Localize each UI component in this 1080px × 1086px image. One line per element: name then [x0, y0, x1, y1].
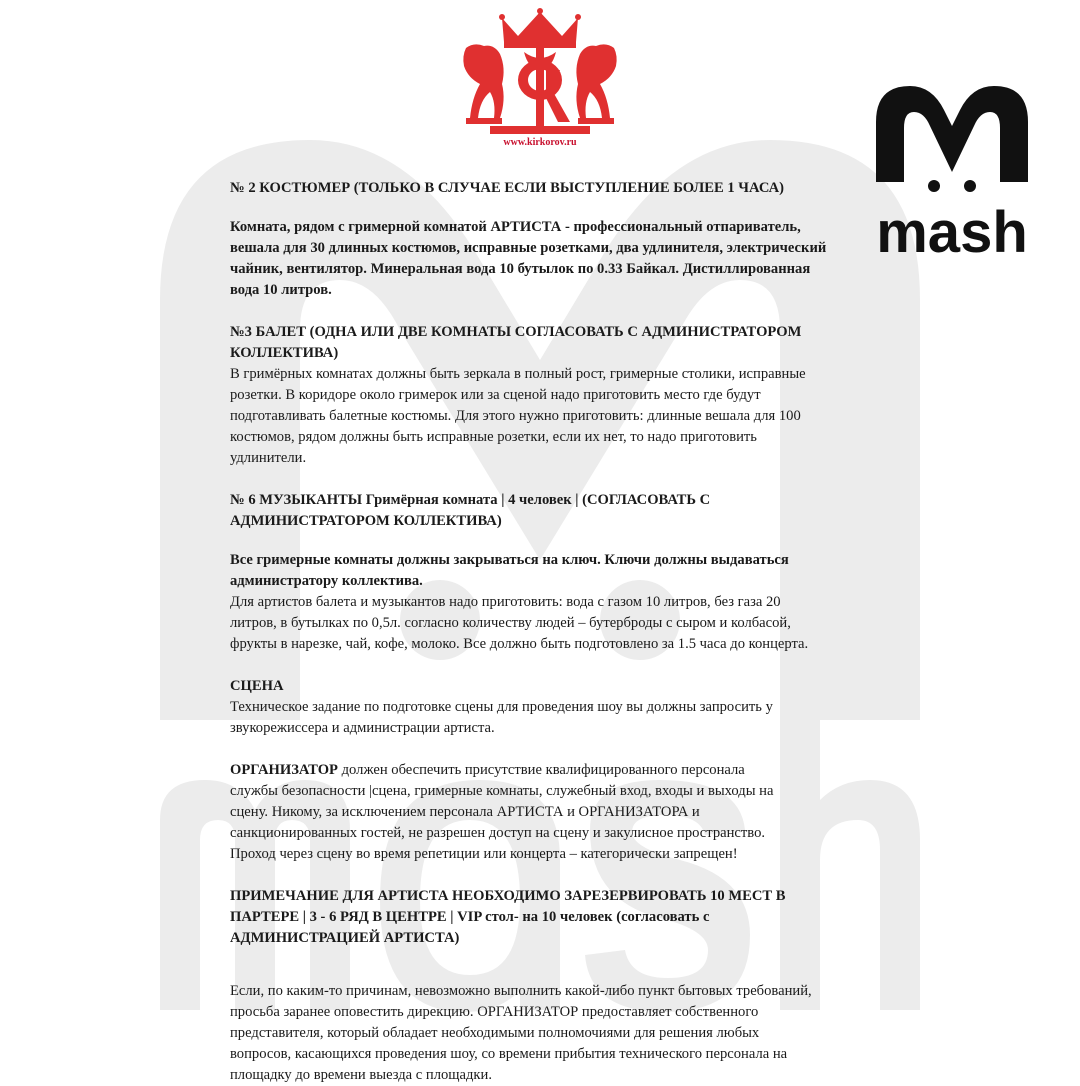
crest-url: www.kirkorov.ru [503, 137, 577, 148]
text-line: просьба заранее оповестить дирекцию. ОРГАНИЗАТОР предоставляет собственного [230, 1004, 759, 1020]
organizer-lead: ОРГАНИЗАТОР [230, 762, 338, 778]
section-ballet-title [230, 322, 840, 364]
text-line: представителя, который обладает необходимыми полномочиями для решения любых [230, 1025, 760, 1041]
text-line: фрукты в нарезке, чай, кофе, молоко. Все должно быть подготовлено за 1.5 часа до концерта. [230, 636, 809, 652]
text-line: Для артистов балета и музыкантов надо приготовить: вода с газом 10 литров, без газа 20 [230, 594, 781, 610]
section-costumer-title: № 2 КОСТЮМЕР (ТОЛЬКО В СЛУЧАЕ ЕСЛИ ВЫСТУПЛЕНИЕ БОЛЕЕ 1 ЧАСА) [230, 180, 785, 196]
title-line: ПРИМЕЧАНИЕ ДЛЯ АРТИСТА НЕОБХОДИМО ЗАРЕЗЕРВИРОВАТЬ 10 МЕСТ В [230, 888, 786, 904]
organizer-first-line: должен обеспечить присутствие квалифицированного персонала [337, 762, 745, 778]
mash-logo [872, 82, 1032, 262]
title-line: ПАРТЕРЕ | 3 - 6 РЯД В ЦЕНТРЕ | VIP стол- на 10 человек (согласовать с [230, 909, 710, 925]
section-musicians-body [230, 592, 840, 655]
text-line: вопросов, касающихся проведения шоу, со времени прибытия технического персонала на [230, 1046, 788, 1062]
text-line: костюмов, рядом должны быть исправные розетки, если их нет, то надо приготовить [230, 429, 757, 445]
title-line: АДМИНИСТРАТОРОМ КОЛЛЕКТИВА) [230, 513, 502, 529]
section-stage-body [230, 697, 840, 739]
mash-logo-wordmark: mash [876, 200, 1028, 262]
section-organizer [230, 760, 840, 865]
text-line [230, 760, 840, 781]
text-line: Комната, рядом с гримерной комнатой АРТИСТА - профессиональный отпариватель, [230, 219, 801, 235]
kirkorov-crest-logo [460, 8, 620, 156]
title-line: АДМИНИСТРАЦИЕЙ АРТИСТА) [230, 930, 460, 946]
text-line: администратору коллектива. [230, 573, 423, 589]
title-line: № 6 МУЗЫКАНТЫ Гримёрная комната | 4 человек | (СОГЛАСОВАТЬ С [230, 492, 711, 508]
text-line: площадку до времени выезда с площадки. [230, 1067, 492, 1083]
text-line: вода 10 литров. [230, 282, 332, 298]
text-line: сцену. Никому, за исключением персонала АРТИСТА и ОРГАНИЗАТОРА и [230, 804, 700, 820]
text-line: Проход через сцену во время репетиции или концерта – категорически запрещен! [230, 846, 738, 862]
text-line: вешала для 30 длинных костюмов, исправные розетками, два удлинителя, электрический [230, 240, 827, 256]
text-line: службы безопасности |сцена, гримерные комнаты, служебный вход, входы и выходы на [230, 783, 774, 799]
text-line: Техническое задание по подготовке сцены для проведения шоу вы должны запросить у [230, 699, 773, 715]
text-line: звукорежиссера и администрации артиста. [230, 720, 495, 736]
section-musicians-title [230, 490, 840, 532]
title-line: КОЛЛЕКТИВА) [230, 345, 339, 361]
text-line: подготавливать балетные костюмы. Для этого нужно приготовить: длинные вешала для 100 [230, 408, 801, 424]
section-closing-body [230, 981, 840, 1086]
section-note-title [230, 886, 840, 949]
title-line: №3 БАЛЕТ (ОДНА ИЛИ ДВЕ КОМНАТЫ СОГЛАСОВАТЬ С АДМИНИСТРАТОРОМ [230, 324, 802, 340]
text-line: литров, в бутылках по 0,5л. согласно количеству людей – бутерброды с сыром и колбасой, [230, 615, 791, 631]
section-costumer-body [230, 217, 840, 301]
text-line: санкционированных гостей, не разрешен доступ на сцену и закулисное пространство. [230, 825, 766, 841]
section-ballet-body [230, 364, 840, 469]
text-line: В гримёрных комнатах должны быть зеркала в полный рост, гримерные столики, исправные [230, 366, 806, 382]
section-stage-title: СЦЕНА [230, 678, 284, 694]
text-line: удлинители. [230, 450, 307, 466]
document-body [230, 178, 840, 1086]
text-line: Все гримерные комнаты должны закрываться на ключ. Ключи должны выдаваться [230, 552, 789, 568]
text-line: розетки. В коридоре около гримерок или за сценой надо приготовить место где будут [230, 387, 761, 403]
text-line: чайник, вентилятор. Минеральная вода 10 бутылок по 0.33 Байкал. Дистиллированная [230, 261, 811, 277]
section-musicians-keys-note [230, 550, 840, 592]
text-line: Если, по каким-то причинам, невозможно выполнить какой-либо пункт бытовых требований, [230, 983, 812, 999]
